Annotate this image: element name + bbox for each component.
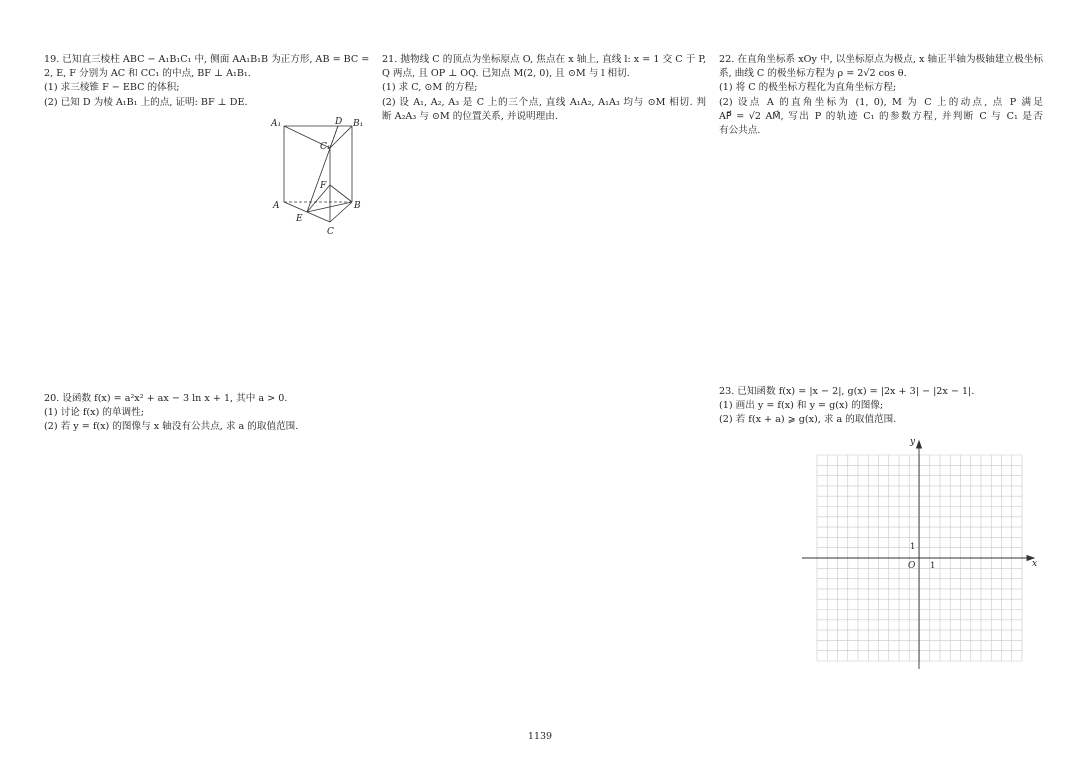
label-a: A [273,201,280,211]
problem-21-line-2: Q 两点, 且 OP ⊥ OQ. 已知点 M(2, 0), 且 ⊙M 与 l 相切. [382,68,630,80]
label-e: E [296,214,303,224]
problem-19 [44,53,368,110]
problem-21-part-2: (2) 设 A₁, A₂, A₃ 是 C 上的三个点, 直线 A₁A₂, A₁A₃ 均与 ⊙M 相切. 判 [382,96,706,108]
problem-23 [719,385,1043,428]
problem-23-part-2: (2) 若 f(x + a) ⩾ g(x), 求 a 的取值范围. [719,414,897,426]
edge-b1c1 [330,126,352,148]
problem-23-line-1: 23. 已知函数 f(x) = |x − 2|, g(x) = |2x + 3| − |2x − 1|. [719,386,975,397]
problem-22-part-2-cont: AP⃗ = √2 AM⃗, 写出 P 的轨迹 C₁ 的参数方程, 并判断 C 与 C₁ 是否 [719,110,1043,122]
problem-19-part-2: (2) 已知 D 为棱 A₁B₁ 上的点, 证明: BF ⊥ DE. [44,96,248,108]
problem-20 [44,392,374,435]
label-c1: C₁ [320,142,331,152]
y-axis-label: y [910,437,916,447]
problem-22-line-2: 系, 曲线 C 的极坐标方程为 ρ = 2√2 cos θ. [719,68,907,80]
prism-figure [266,114,368,239]
label-d: D [335,117,343,127]
label-b1: B₁ [353,119,364,129]
problem-22-part-2-end: 有公共点. [719,125,761,137]
coordinate-grid [798,435,1043,675]
y-axis-arrow-icon [917,441,922,448]
problem-21-part-1: (1) 求 C, ⊙M 的方程; [382,82,478,94]
origin-label: O [908,561,916,571]
problem-22-part-2: (2) 设点 A 的直角坐标为 (1, 0), M 为 C 上的动点, 点 P 满足 [719,96,1043,108]
problem-22-line-1: 22. 在直角坐标系 xOy 中, 以坐标原点为极点, x 轴正半轴为极轴建立极坐标 [719,54,1043,65]
label-b: B [354,201,361,211]
y-unit-label: 1 [910,542,916,552]
problem-19-line-2: 2, E, F 分别为 AC 和 CC₁ 的中点, BF ⊥ A₁B₁. [44,68,251,80]
problem-21-line-1: 21. 抛物线 C 的顶点为坐标原点 O, 焦点在 x 轴上, 直线 l: x = 1 交 C 于 P, [382,54,706,65]
problem-20-part-1: (1) 讨论 f(x) 的单调性; [44,407,144,419]
problem-20-part-2: (2) 若 y = f(x) 的图像与 x 轴没有公共点, 求 a 的取值范围. [44,421,299,433]
edge-fb [330,185,352,202]
x-unit-label: 1 [930,561,936,571]
page-number: 1139 [527,731,553,742]
x-axis-label: x [1032,559,1038,569]
problem-20-line-1: 20. 设函数 f(x) = a²x² + ax − 3 ln x + 1, 其中 a > 0. [44,393,288,404]
label-c: C [327,227,334,237]
problem-19-part-1: (1) 求三棱锥 F − EBC 的体积; [44,82,180,94]
problem-23-part-1: (1) 画出 y = f(x) 和 y = g(x) 的图像; [719,400,884,412]
problem-22-part-1: (1) 将 C 的极坐标方程化为直角坐标方程; [719,82,897,94]
problem-21 [382,53,706,124]
problem-21-part-2-cont: 断 A₂A₃ 与 ⊙M 的位置关系, 并说明理由. [382,110,558,122]
edge-bc [330,202,352,222]
label-a1: A₁ [271,119,282,129]
problem-22 [719,53,1043,138]
label-f: F [320,181,327,191]
problem-19-line-1: 19. 已知直三棱柱 ABC − A₁B₁C₁ 中, 侧面 AA₁B₁B 为正方形, AB = BC = [44,54,370,65]
